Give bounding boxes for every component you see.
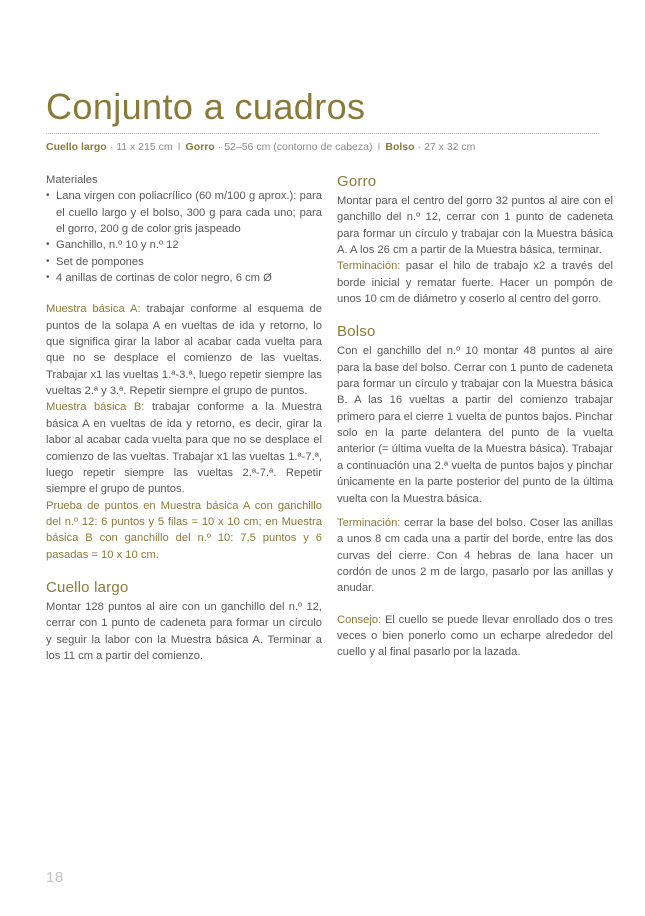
paragraph-gorro-terminacion: [337, 258, 613, 307]
paragraph-gorro: Montar para el centro del gorro 32 puntos al aire con el ganchillo del n.º 12, cerrar con 1 punto de cadeneta para formar un círculo y trabajar con la Muestra básica A. A los 26 cm a partir de la Muestra básica, terminar.: [337, 195, 613, 257]
spec-label-bolso: Bolso: [385, 141, 415, 153]
muestra-b-body: trabajar conforme a la Muestra básica A en vueltas de ida y retorno, es decir, girar la labor al acabar cada vuelta para que no se desplace el comienzo de las vueltas. Trabajar x1 las vueltas 1.ª-7.ª, luego repetir siempre las vueltas 2.ª-7.ª. Repetir siempre el grupo de puntos.: [46, 401, 322, 496]
spacer: [337, 507, 613, 515]
muestra-a-body: trabajar conforme al esquema de puntos de la solapa A en vueltas de ida y retorno, lo que significa girar la labor al acabar cada vuelta para que no se desplace el comienzo de las vueltas. Trabajar x1 las vueltas 1.ª-3.ª, luego repetir siempre las vueltas 2.ª y 3.ª. Repetir siempre el grupo de puntos.: [46, 303, 322, 398]
list-item: • 4 anillas de cortinas de color negro, 6 cm Ø: [46, 270, 322, 286]
list-item: • Set de pompones: [46, 254, 322, 270]
spec-bar-2: I: [377, 141, 381, 153]
spec-label-gorro: Gorro: [185, 141, 215, 153]
page-title: Conjunto a cuadros: [46, 86, 366, 128]
spec-label-cuello: Cuello largo: [46, 141, 107, 153]
paragraph-muestra-basica-a: [46, 301, 322, 399]
consejo-body: El cuello se puede llevar enrollado dos o tres veces o bien ponerlo como un echarpe alrededor del cuello y al final pasarlo por la lazada.: [337, 613, 613, 659]
spec-bar-1: I: [177, 141, 181, 153]
paragraph-muestra-basica-b: [46, 399, 322, 497]
list-item: • Lana virgen con poliacrílico (60 m/100 g aprox.): para el cuello largo y el bolso, 300 g para cada uno; para el gorro, 200 g de color gris jaspeado: [46, 188, 322, 237]
gorro-terminacion-lead: Terminación:: [337, 260, 401, 273]
right-column: [337, 172, 613, 661]
section-heading-gorro: Gorro: [337, 173, 377, 190]
spacer: [46, 286, 322, 301]
dotted-divider: [46, 133, 599, 134]
paragraph-bolso: Con el ganchillo del n.º 10 montar 48 puntos al aire para la base del bolso. Cerrar con 1 punto de cadeneta para formar un círculo y trabajar con la Muestra básica B. A las 16 vueltas a partir del comienzo trabajar primero para el cierre 1 vuelta de puntos bajos. Pinchar solo en la parte delantera del punto de la vuelta anterior (= última vuelta de la Muestra básica). Trabajar a continuación una 2.ª vuelta de puntos bajos y pinchar únicamente en la parte posterior del punto de la última vuelta con la Muestra básica.: [337, 345, 613, 505]
paragraph-cuello-largo: Montar 128 puntos al aire con un ganchillo del n.º 12, cerrar con 1 punto de cadeneta para formar un círculo y seguir la labor con la Muestra básica A. Terminar a los 11 cm a partir del comienzo.: [46, 600, 322, 662]
bolso-terminacion-body: cerrar la base del bolso. Coser las anillas a unos 8 cm cada una a partir del borde, entre las dos curvas del cierre. Con 4 hebras de lana hacer un cordón de unos 2 m de largo, pasarlo por las anillas y anudar.: [337, 516, 613, 595]
spec-value-bolso: 27 x 32 cm: [424, 141, 476, 153]
paragraph-consejo: [337, 612, 613, 661]
spec-dot-3: ·: [417, 141, 422, 153]
spec-value-gorro: 52–56 cm (contorno de cabeza): [224, 141, 373, 153]
spacer: [46, 563, 322, 578]
section-heading-cuello-largo: Cuello largo: [46, 578, 129, 596]
paragraph-prueba-de-puntos: Prueba de puntos en Muestra básica A con ganchillo del n.º 12: 6 puntos y 5 filas = 10 x 10 cm; en Muestra básica B con ganchillo del n.º 10: 7,5 puntos y 6 pasadas = 10 x 10 cm.: [46, 499, 322, 561]
materials-heading: Materiales: [46, 174, 98, 186]
spec-dot-1: ·: [109, 141, 114, 153]
section-heading-bolso: Bolso: [337, 323, 376, 341]
page-number: 18: [46, 869, 64, 886]
left-column: [46, 172, 322, 664]
specs-line: [46, 140, 616, 155]
materials-list: [46, 188, 322, 286]
muestra-a-lead: Muestra básica A:: [46, 303, 141, 316]
paragraph-bolso-terminacion: [337, 515, 613, 597]
spec-value-cuello: 11 x 215 cm: [116, 141, 173, 153]
spacer: [337, 597, 613, 612]
gorro-terminacion-body: pasar el hilo de trabajo x2 a través del borde inicial y rematar fuerte. Hacer un pompón de unos 10 cm de diámetro y coserlo al centro del gorro.: [337, 260, 613, 306]
list-item: • Ganchillo, n.º 10 y n.º 12: [46, 237, 322, 253]
spacer: [337, 307, 613, 322]
muestra-b-lead: Muestra básica B:: [46, 401, 145, 414]
bolso-terminacion-lead: Terminación:: [337, 516, 401, 529]
spec-dot-2: ·: [217, 141, 222, 153]
consejo-lead: Consejo:: [337, 613, 382, 626]
